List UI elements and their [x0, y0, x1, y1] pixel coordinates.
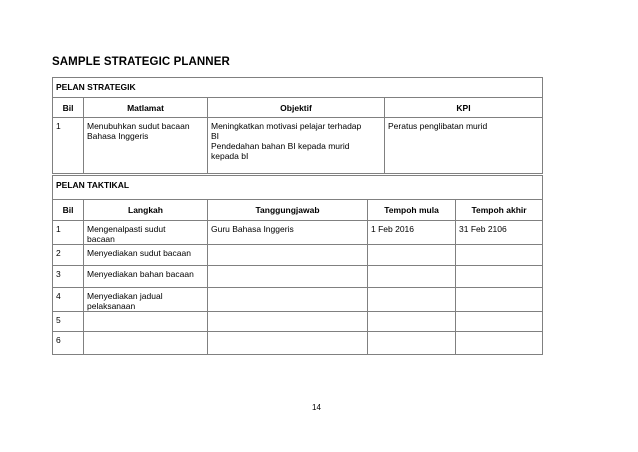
cell-tanggungjawab: [208, 332, 368, 355]
cell-tempoh-mula: [368, 266, 456, 288]
table-row: [53, 118, 543, 174]
header-objektif: Objektif: [208, 98, 385, 118]
cell-bil: 6: [53, 332, 84, 355]
table-row: [53, 288, 543, 312]
table-row: [53, 312, 543, 332]
header-tempoh-akhir: Tempoh akhir: [456, 200, 543, 221]
document-title: SAMPLE STRATEGIC PLANNER: [52, 56, 230, 68]
table-row: [53, 332, 543, 355]
cell-tanggungjawab: [208, 266, 368, 288]
cell-tempoh-akhir: [456, 332, 543, 355]
header-tanggungjawab: Tanggungjawab: [208, 200, 368, 221]
tactical-section-label: PELAN TAKTIKAL: [53, 176, 543, 200]
cell-tempoh-akhir: [456, 266, 543, 288]
table-row: [53, 266, 543, 288]
strategic-plan-table: [52, 77, 543, 174]
header-tempoh-mula: Tempoh mula: [368, 200, 456, 221]
tactical-plan-table: [52, 175, 543, 355]
header-langkah: Langkah: [84, 200, 208, 221]
cell-bil: 5: [53, 312, 84, 332]
cell-tempoh-mula: [368, 288, 456, 312]
cell-tempoh-akhir: [456, 312, 543, 332]
cell-tempoh-mula: [368, 332, 456, 355]
header-bil: Bil: [53, 98, 84, 118]
cell-bil: 1: [53, 221, 84, 245]
cell-tempoh-akhir: [456, 288, 543, 312]
header-bil: Bil: [53, 200, 84, 221]
cell-langkah: Menyediakan bahan bacaan: [84, 266, 208, 288]
cell-tanggungjawab: Guru Bahasa Inggeris: [208, 221, 368, 245]
cell-tempoh-mula: [368, 312, 456, 332]
cell-tanggungjawab: [208, 288, 368, 312]
cell-bil: 1: [53, 118, 84, 174]
cell-langkah: [84, 312, 208, 332]
cell-tempoh-akhir: 31 Feb 2106: [456, 221, 543, 245]
cell-objektif: Meningkatkan motivasi pelajar terhadap BI Pendedahan bahan BI kepada murid kepada bI: [208, 118, 385, 174]
cell-kpi: Peratus penglibatan murid: [385, 118, 543, 174]
header-matlamat: Matlamat: [84, 98, 208, 118]
cell-bil: 2: [53, 245, 84, 266]
cell-langkah: [84, 332, 208, 355]
cell-tempoh-mula: 1 Feb 2016: [368, 221, 456, 245]
cell-tanggungjawab: [208, 312, 368, 332]
cell-tempoh-mula: [368, 245, 456, 266]
cell-bil: 3: [53, 266, 84, 288]
cell-bil: 4: [53, 288, 84, 312]
cell-tanggungjawab: [208, 245, 368, 266]
cell-tempoh-akhir: [456, 245, 543, 266]
cell-langkah: Mengenalpasti sudut bacaan: [84, 221, 208, 245]
cell-langkah: Menyediakan jadual pelaksanaan: [84, 288, 208, 312]
table-row: [53, 221, 543, 245]
page-number: 14: [312, 403, 321, 412]
cell-matlamat: Menubuhkan sudut bacaan Bahasa Inggeris: [84, 118, 208, 174]
table-row: [53, 245, 543, 266]
strategic-section-label: PELAN STRATEGIK: [53, 78, 543, 98]
header-kpi: KPI: [385, 98, 543, 118]
cell-langkah: Menyediakan sudut bacaan: [84, 245, 208, 266]
